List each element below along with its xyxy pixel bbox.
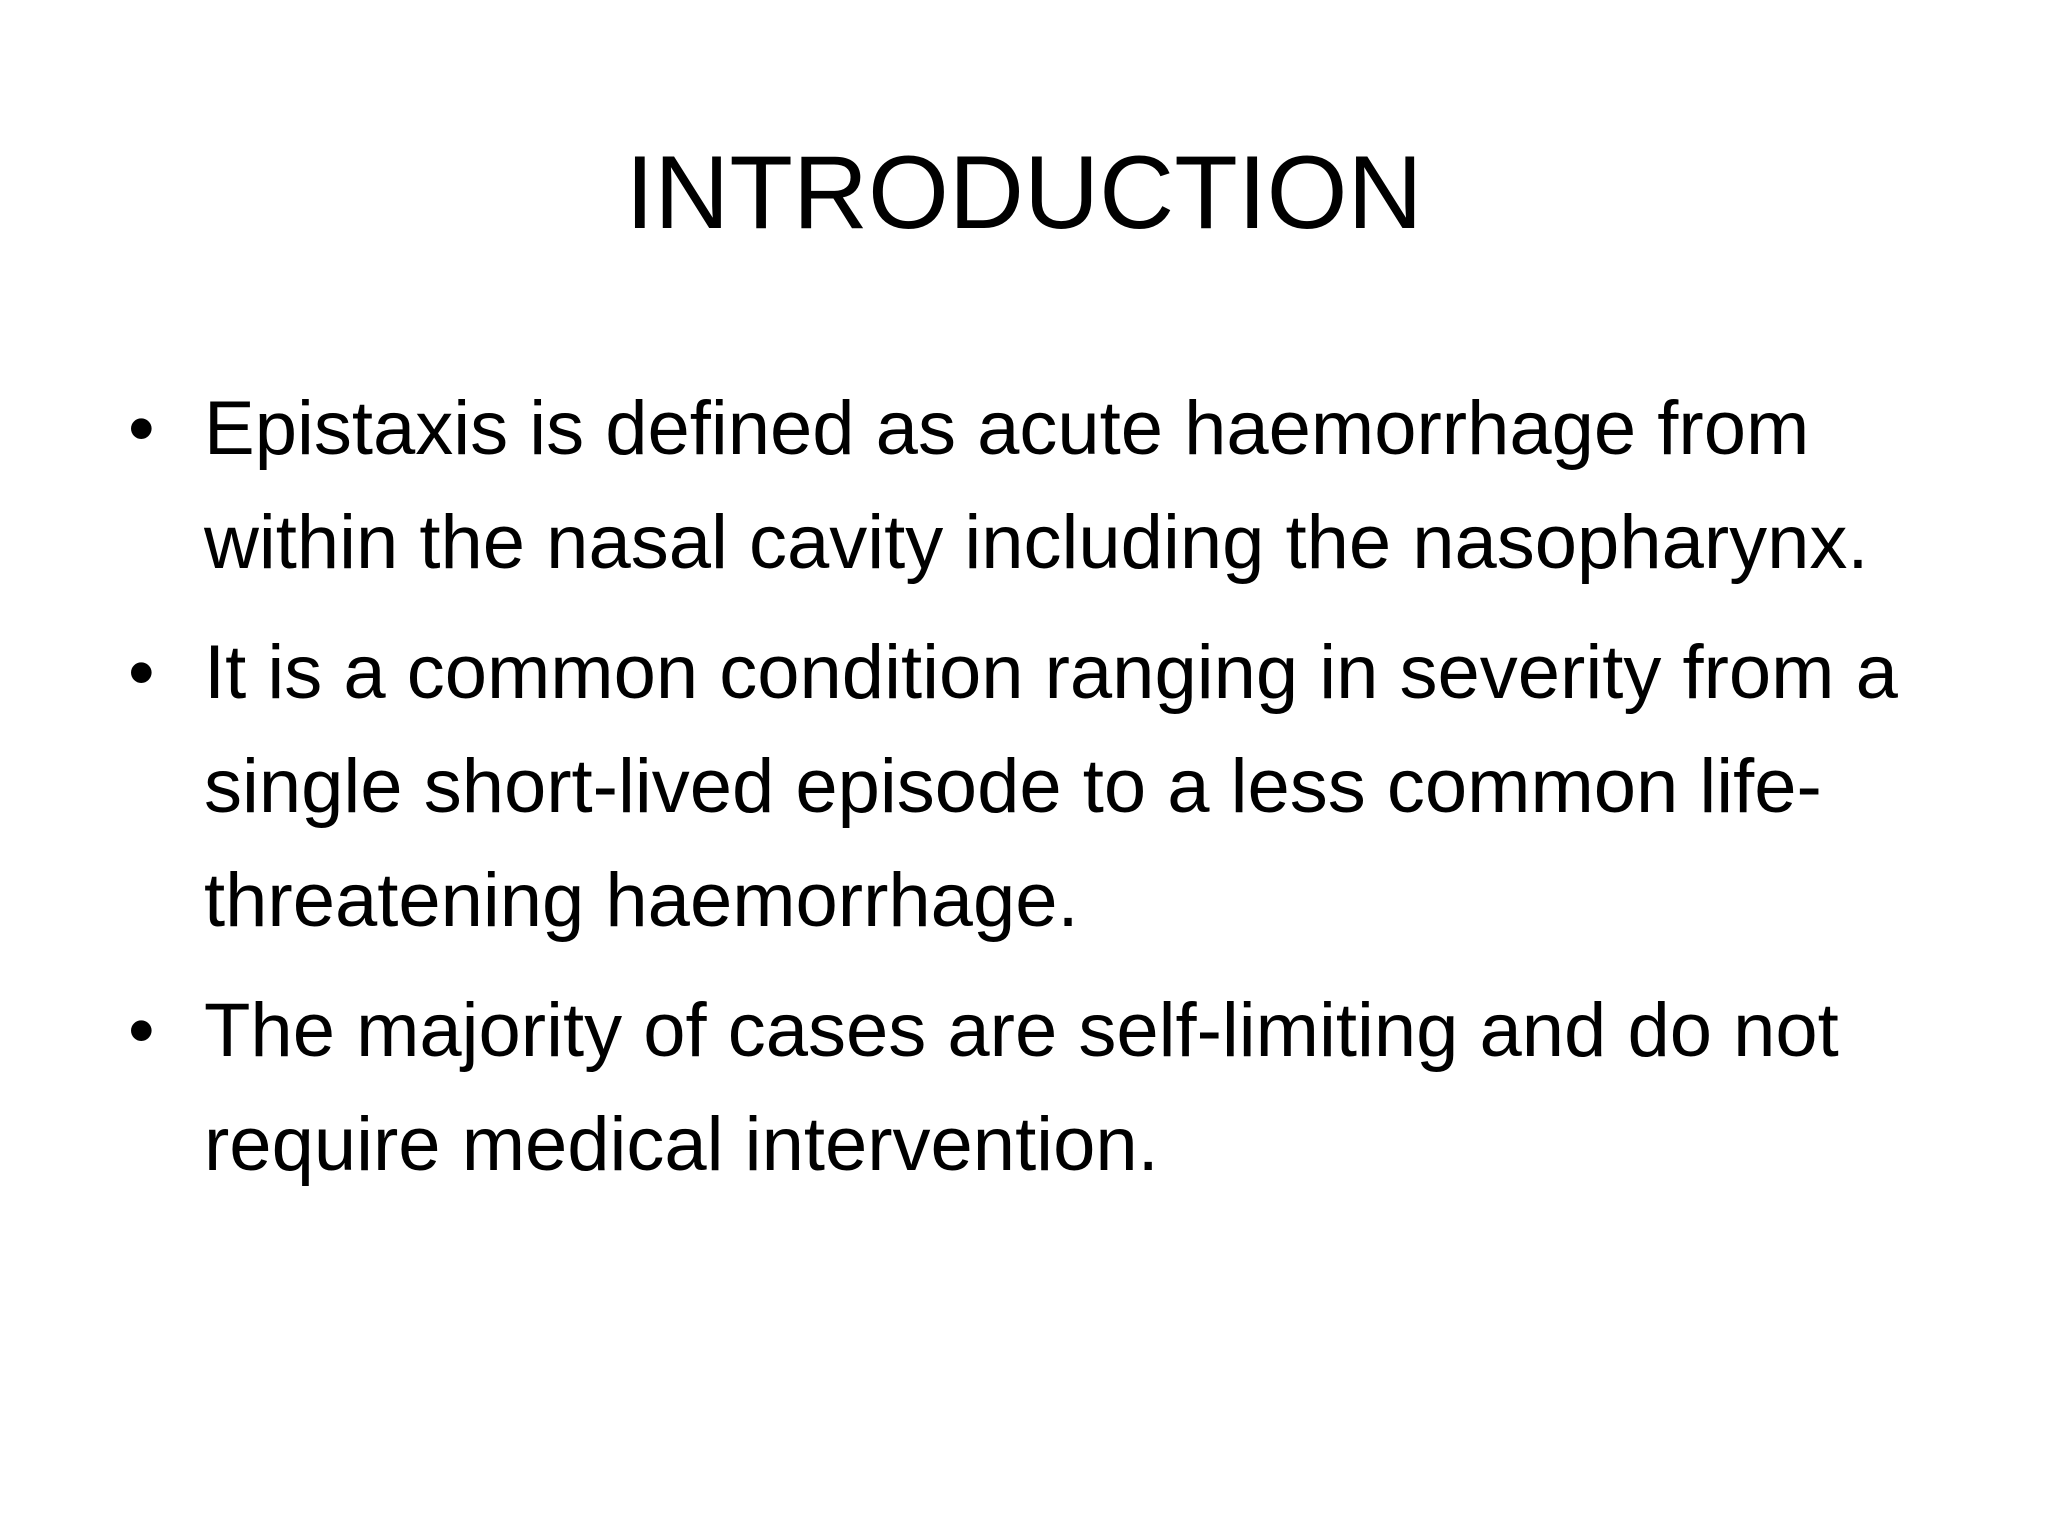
bullet-item <box>120 372 1920 600</box>
slide-title: INTRODUCTION <box>625 135 1423 251</box>
bullet-icon: • <box>128 630 155 715</box>
bullet-text: The majority of cases are self-limiting and do not require medical intervention. <box>204 988 1839 1187</box>
bullet-item <box>120 616 1920 958</box>
bullet-icon: • <box>128 386 155 471</box>
bullet-list <box>120 372 1920 1218</box>
bullet-text: Epistaxis is defined as acute haemorrhage from within the nasal cavity including the nasopharynx. <box>204 386 1869 585</box>
bullet-text: It is a common condition ranging in severity from a single short-lived episode to a less common life-threatening haemorrhage. <box>204 630 1898 943</box>
bullet-icon: • <box>128 988 155 1073</box>
bullet-item <box>120 974 1920 1202</box>
